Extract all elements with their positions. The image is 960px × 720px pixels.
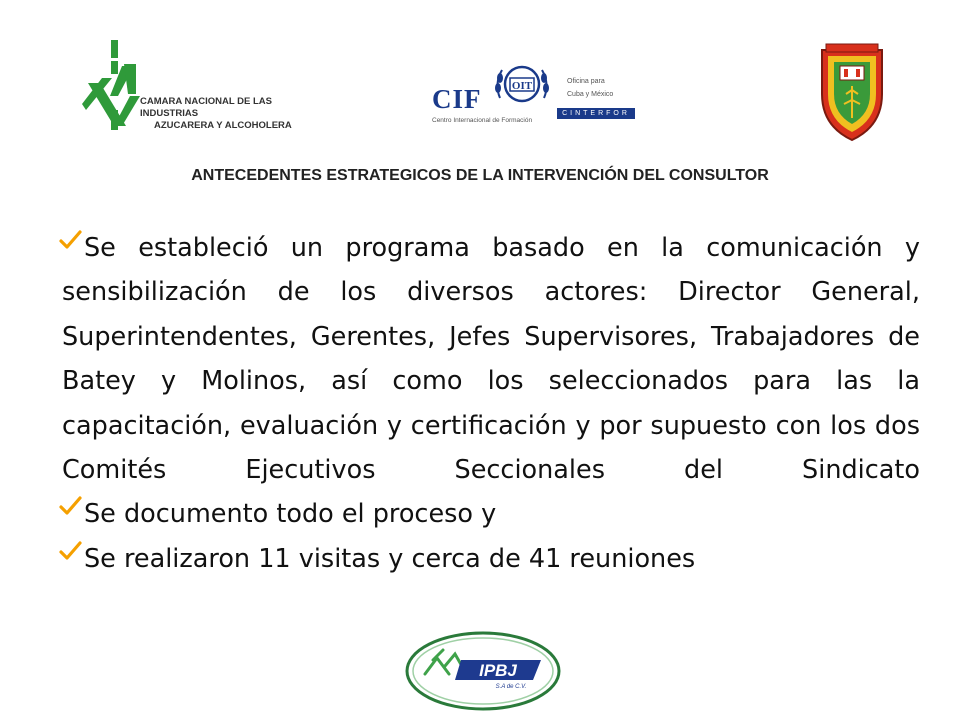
cif-logo-text: CIF <box>432 84 482 114</box>
centro-label: Centro Internacional de Formación <box>432 117 533 124</box>
checkmark-icon <box>58 228 82 252</box>
oit-seal-text: OIT <box>511 80 533 92</box>
ipbj-name: IPBJ <box>479 661 517 680</box>
camara-name-line2: AZUCARERA Y ALCOHOLERA <box>154 120 292 131</box>
bullet-list <box>62 226 920 581</box>
bullet-item <box>62 492 920 536</box>
bullet-item <box>62 537 920 581</box>
bullet-text: Se documento todo el proceso y <box>84 499 497 530</box>
cinterfor-label: CINTERFOR <box>557 108 635 119</box>
bullet-text: Se realizaron 11 visitas y cerca de 41 reuniones <box>84 543 696 574</box>
ipbj-logo <box>403 630 563 712</box>
slide-title: ANTECEDENTES ESTRATEGICOS DE LA INTERVENCIÓN DEL CONSULTOR <box>191 167 769 184</box>
bullet-item <box>62 226 920 492</box>
oficina-line2: Cuba y México <box>567 91 614 98</box>
camara-name-line1: CAMARA NACIONAL DE LAS INDUSTRIAS <box>140 96 272 119</box>
bullet-text: Se estableció un programa basado en la comunicación y sensibilización de los diversos actores: Director General, Superintendentes, Gerentes, Jefes Supervisores, Trabajadores de Batey y Molinos, así como los seleccionados para las la capacitación, evaluación y certificación y por supuesto con los dos Comités Ejecutivos Seccionales del Sindicato <box>62 233 920 486</box>
checkmark-icon <box>58 494 82 518</box>
oficina-line1: Oficina para <box>567 78 605 85</box>
ipbj-sub: S.A de C.V. <box>495 684 527 690</box>
oit-seal <box>490 58 554 112</box>
oficina-text <box>567 75 613 101</box>
checkmark-icon <box>58 539 82 563</box>
shield-logo <box>818 42 886 142</box>
camara-name <box>140 96 330 132</box>
